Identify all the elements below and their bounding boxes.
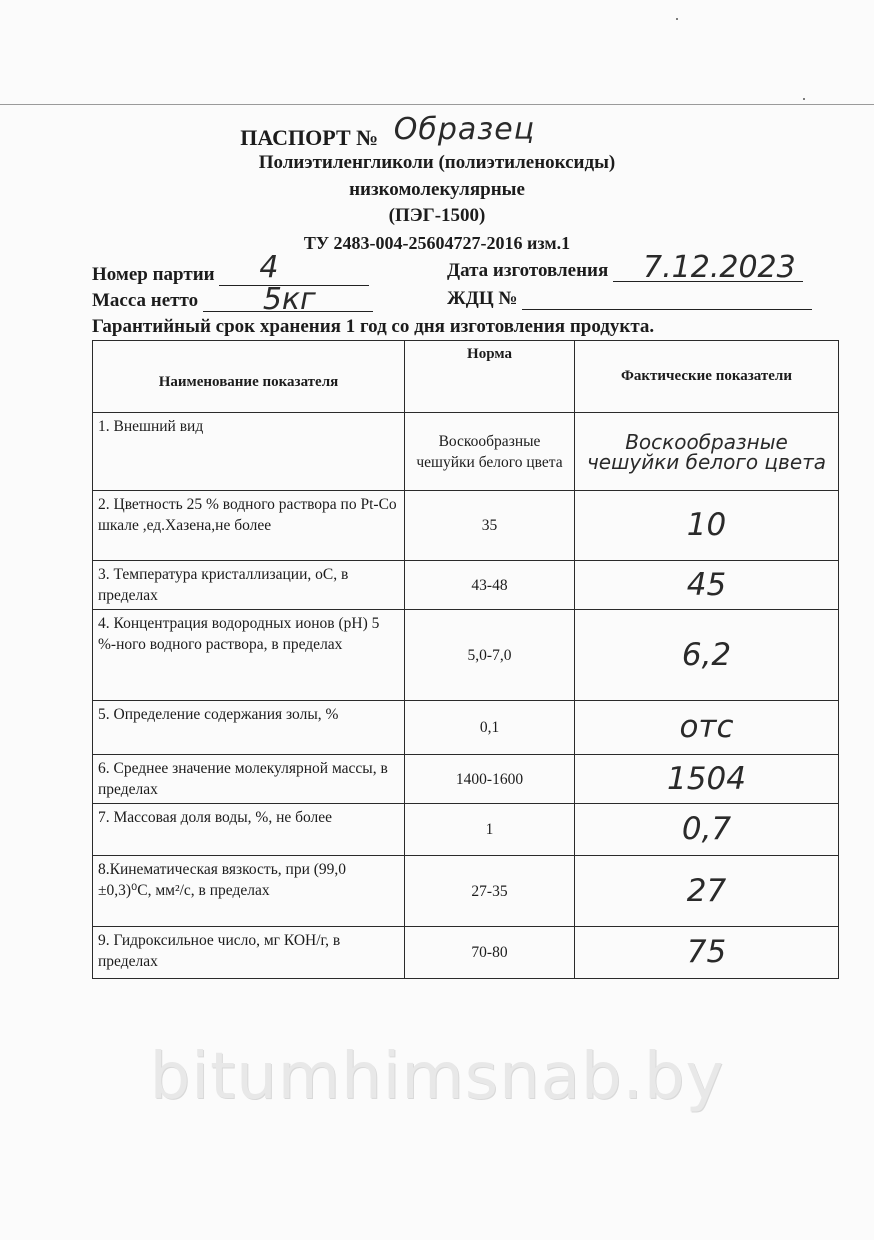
mass-value: 5кг bbox=[262, 282, 316, 317]
row-actual: 6,2 bbox=[575, 610, 839, 701]
row-actual: отс bbox=[575, 701, 839, 755]
product-name-line2: низкомолекулярные bbox=[349, 179, 525, 200]
mass-label: Масса нетто bbox=[92, 290, 199, 311]
table-row bbox=[93, 701, 839, 755]
date-field bbox=[447, 250, 803, 285]
row-norm: 35 bbox=[405, 491, 575, 561]
date-value: 7.12.2023 bbox=[643, 250, 796, 285]
table-row bbox=[93, 413, 839, 491]
table-row bbox=[93, 856, 839, 927]
header-norm: Норма bbox=[405, 341, 575, 413]
row-norm: 1400-1600 bbox=[405, 755, 575, 804]
mass-field bbox=[92, 282, 373, 317]
row-norm: 5,0-7,0 bbox=[405, 610, 575, 701]
table-row bbox=[93, 755, 839, 804]
passport-title-line bbox=[0, 112, 874, 153]
table-header-row bbox=[93, 341, 839, 413]
row-actual: Воскообразные чешуйки белого цвета bbox=[575, 413, 839, 491]
product-code: (ПЭГ-1500) bbox=[388, 205, 486, 226]
row-name: 9. Гидроксильное число, мг КОН/г, в пределах bbox=[93, 927, 405, 979]
header-actual: Фактические показатели bbox=[575, 341, 839, 413]
passport-number-handwritten: Образец bbox=[393, 112, 536, 147]
scan-speck bbox=[676, 18, 678, 20]
batch-field bbox=[92, 250, 369, 286]
batch-label: Номер партии bbox=[92, 264, 215, 285]
rail-label: ЖДЦ № bbox=[447, 288, 518, 309]
table-row bbox=[93, 927, 839, 979]
row-actual: 45 bbox=[575, 561, 839, 610]
date-label: Дата изготовления bbox=[447, 260, 609, 281]
row-actual: 10 bbox=[575, 491, 839, 561]
header-name: Наименование показателя bbox=[93, 341, 405, 413]
scan-edge-line bbox=[0, 104, 874, 105]
row-name: 6. Среднее значение молекулярной массы, в пределах bbox=[93, 755, 405, 804]
row-norm: 43-48 bbox=[405, 561, 575, 610]
row-name: 2. Цветность 25 % водного раствора по Pt-Co шкале ,ед.Хазена,не более bbox=[93, 491, 405, 561]
row-actual: 75 bbox=[575, 927, 839, 979]
table-row bbox=[93, 561, 839, 610]
row-norm: 70-80 bbox=[405, 927, 575, 979]
row-norm: Воскообразные чешуйки белого цвета bbox=[405, 413, 575, 491]
row-name: 8.Кинематическая вязкость, при (99,0 ±0,3)⁰С, мм²/с, в пределах bbox=[93, 856, 405, 927]
row-norm: 1 bbox=[405, 804, 575, 856]
spec-table bbox=[92, 340, 839, 979]
rail-field bbox=[447, 288, 812, 310]
row-norm: 0,1 bbox=[405, 701, 575, 755]
row-actual: 0,7 bbox=[575, 804, 839, 856]
table-row bbox=[93, 610, 839, 701]
row-name: 4. Концентрация водородных ионов (pH) 5 %-ного водного раствора, в пределах bbox=[93, 610, 405, 701]
watermark: bitumhimsnab.by bbox=[149, 1040, 725, 1114]
row-norm: 27-35 bbox=[405, 856, 575, 927]
row-actual: 27 bbox=[575, 856, 839, 927]
row-name: 5. Определение содержания золы, % bbox=[93, 701, 405, 755]
date-underline bbox=[613, 250, 803, 285]
product-name-line1: Полиэтиленгликоли (полиэтиленоксиды) bbox=[258, 152, 616, 173]
row-name: 1. Внешний вид bbox=[93, 413, 405, 491]
row-name: 7. Массовая доля воды, %, не более bbox=[93, 804, 405, 856]
row-actual: 1504 bbox=[575, 755, 839, 804]
passport-title: ПАСПОРТ № bbox=[240, 125, 379, 150]
table-row bbox=[93, 491, 839, 561]
mass-underline bbox=[203, 282, 373, 317]
standard-reference: ТУ 2483-004-25604727-2016 изм.1 bbox=[303, 233, 571, 253]
guarantee-text: Гарантийный срок хранения 1 год со дня изготовления продукта. bbox=[92, 316, 655, 337]
rail-underline bbox=[522, 289, 812, 310]
batch-value: 4 bbox=[259, 250, 279, 285]
row-name: 3. Температура кристаллизации, оС, в пределах bbox=[93, 561, 405, 610]
scan-speck bbox=[803, 98, 805, 100]
table-row bbox=[93, 804, 839, 856]
